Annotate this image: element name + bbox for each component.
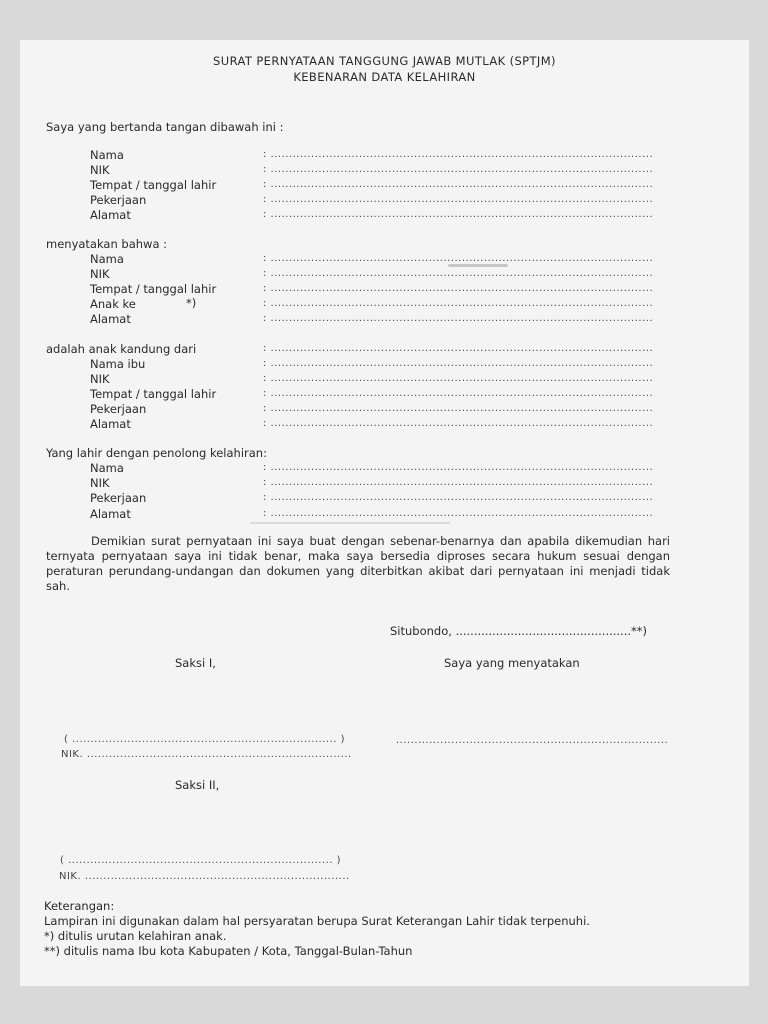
fill-line: : ........................................................................................................ [263,388,654,399]
field-label: Alamat [90,417,131,431]
field-label: NIK [90,267,110,281]
fill-line: : ........................................................................................................ [263,373,654,384]
fill-line: : ........................................................................................................ [263,418,654,429]
section-heading: menyatakan bahwa : [46,237,168,251]
section-heading: adalah anak kandung dari [46,342,197,356]
scan-smudge [448,264,508,267]
field-label: Tempat / tanggal lahir [90,282,217,296]
declarant-sign-line: .......................................................................... [396,735,669,746]
notes-line: *) ditulis urutan kelahiran anak. [44,929,227,943]
document-subtitle: KEBENARAN DATA KELAHIRAN [293,70,476,84]
witness-1-nik-line: NIK. ........................................................................ [61,749,352,760]
field-label: Alamat [90,312,131,326]
field-label: NIK [90,476,110,490]
field-label: Pekerjaan [90,491,147,505]
witness-2-label: Saksi II, [175,778,220,792]
fill-line: : ........................................................................................................ [263,194,654,205]
section-heading: Yang lahir dengan penolong kelahiran: [46,446,267,460]
fill-line: : ........................................................................................................ [263,164,654,175]
fill-line: : ........................................................................................................ [263,268,654,279]
field-label: Nama [90,148,124,162]
field-label: Pekerjaan [90,402,147,416]
fill-line: : ........................................................................................................ [263,283,654,294]
document-page [20,40,749,986]
fill-line: : ........................................................................................................ [263,358,654,369]
witness-1-label: Saksi I, [175,656,216,670]
place-date-line: Situbondo, ................................................**) [390,624,648,638]
fill-line: : ........................................................................................................ [263,462,654,473]
intro-text: Saya yang bertanda tangan dibawah ini : [46,120,284,134]
declaration-paragraph: Demikian surat pernyataan ini saya buat dengan sebenar-benarnya dan apabila dikemudian hari ternyata pernyataan saya ini tidak benar, maka saya bersedia diproses secara hukum sesuai dengan peraturan perundang-undangan dan dokumen yang diterbitkan akibat dari pernyataan ini menjadi tidak sah. [46,534,670,593]
fill-line: : ........................................................................................................ [263,298,654,309]
field-label: Anak ke [90,297,136,311]
field-label: Nama ibu [90,357,146,371]
fill-line: : ........................................................................................................ [263,492,654,503]
field-label: Nama [90,461,124,475]
field-label: Alamat [90,208,131,222]
fill-line: : ........................................................................................................ [263,209,654,220]
field-label: NIK [90,163,110,177]
field-label: Nama [90,252,124,266]
notes-line: Lampiran ini digunakan dalam hal persyaratan berupa Surat Keterangan Lahir tidak terpenuhi. [44,914,590,928]
field-label: Pekerjaan [90,193,147,207]
witness-2-nik-line: NIK. ........................................................................ [59,871,350,882]
notes-line: **) ditulis nama Ibu kota Kabupaten / Kota, Tanggal-Bulan-Tahun [44,944,413,958]
fill-line: : ........................................................................................................ [263,179,654,190]
fill-line: : ........................................................................................................ [263,477,654,488]
fill-line: : ........................................................................................................ [263,403,654,414]
document-title: SURAT PERNYATAAN TANGGUNG JAWAB MUTLAK (SPTJM) [213,54,556,68]
field-label: Tempat / tanggal lahir [90,387,217,401]
witness-2-name-line: ( ........................................................................ ) [60,855,342,866]
fill-line: : ........................................................................................................ [263,149,654,160]
declarant-label: Saya yang menyatakan [444,656,580,670]
scan-smudge [250,522,450,524]
fill-line: : ........................................................................................................ [263,343,654,354]
notes-title: Keterangan: [44,899,115,913]
footnote-marker: *) [186,296,197,310]
fill-line: : ........................................................................................................ [263,253,654,264]
field-label: Tempat / tanggal lahir [90,178,217,192]
field-label: Alamat [90,507,131,521]
fill-line: : ........................................................................................................ [263,508,654,519]
witness-1-name-line: ( ........................................................................ ) [64,734,346,745]
fill-line: : ........................................................................................................ [263,313,654,324]
field-label: NIK [90,372,110,386]
